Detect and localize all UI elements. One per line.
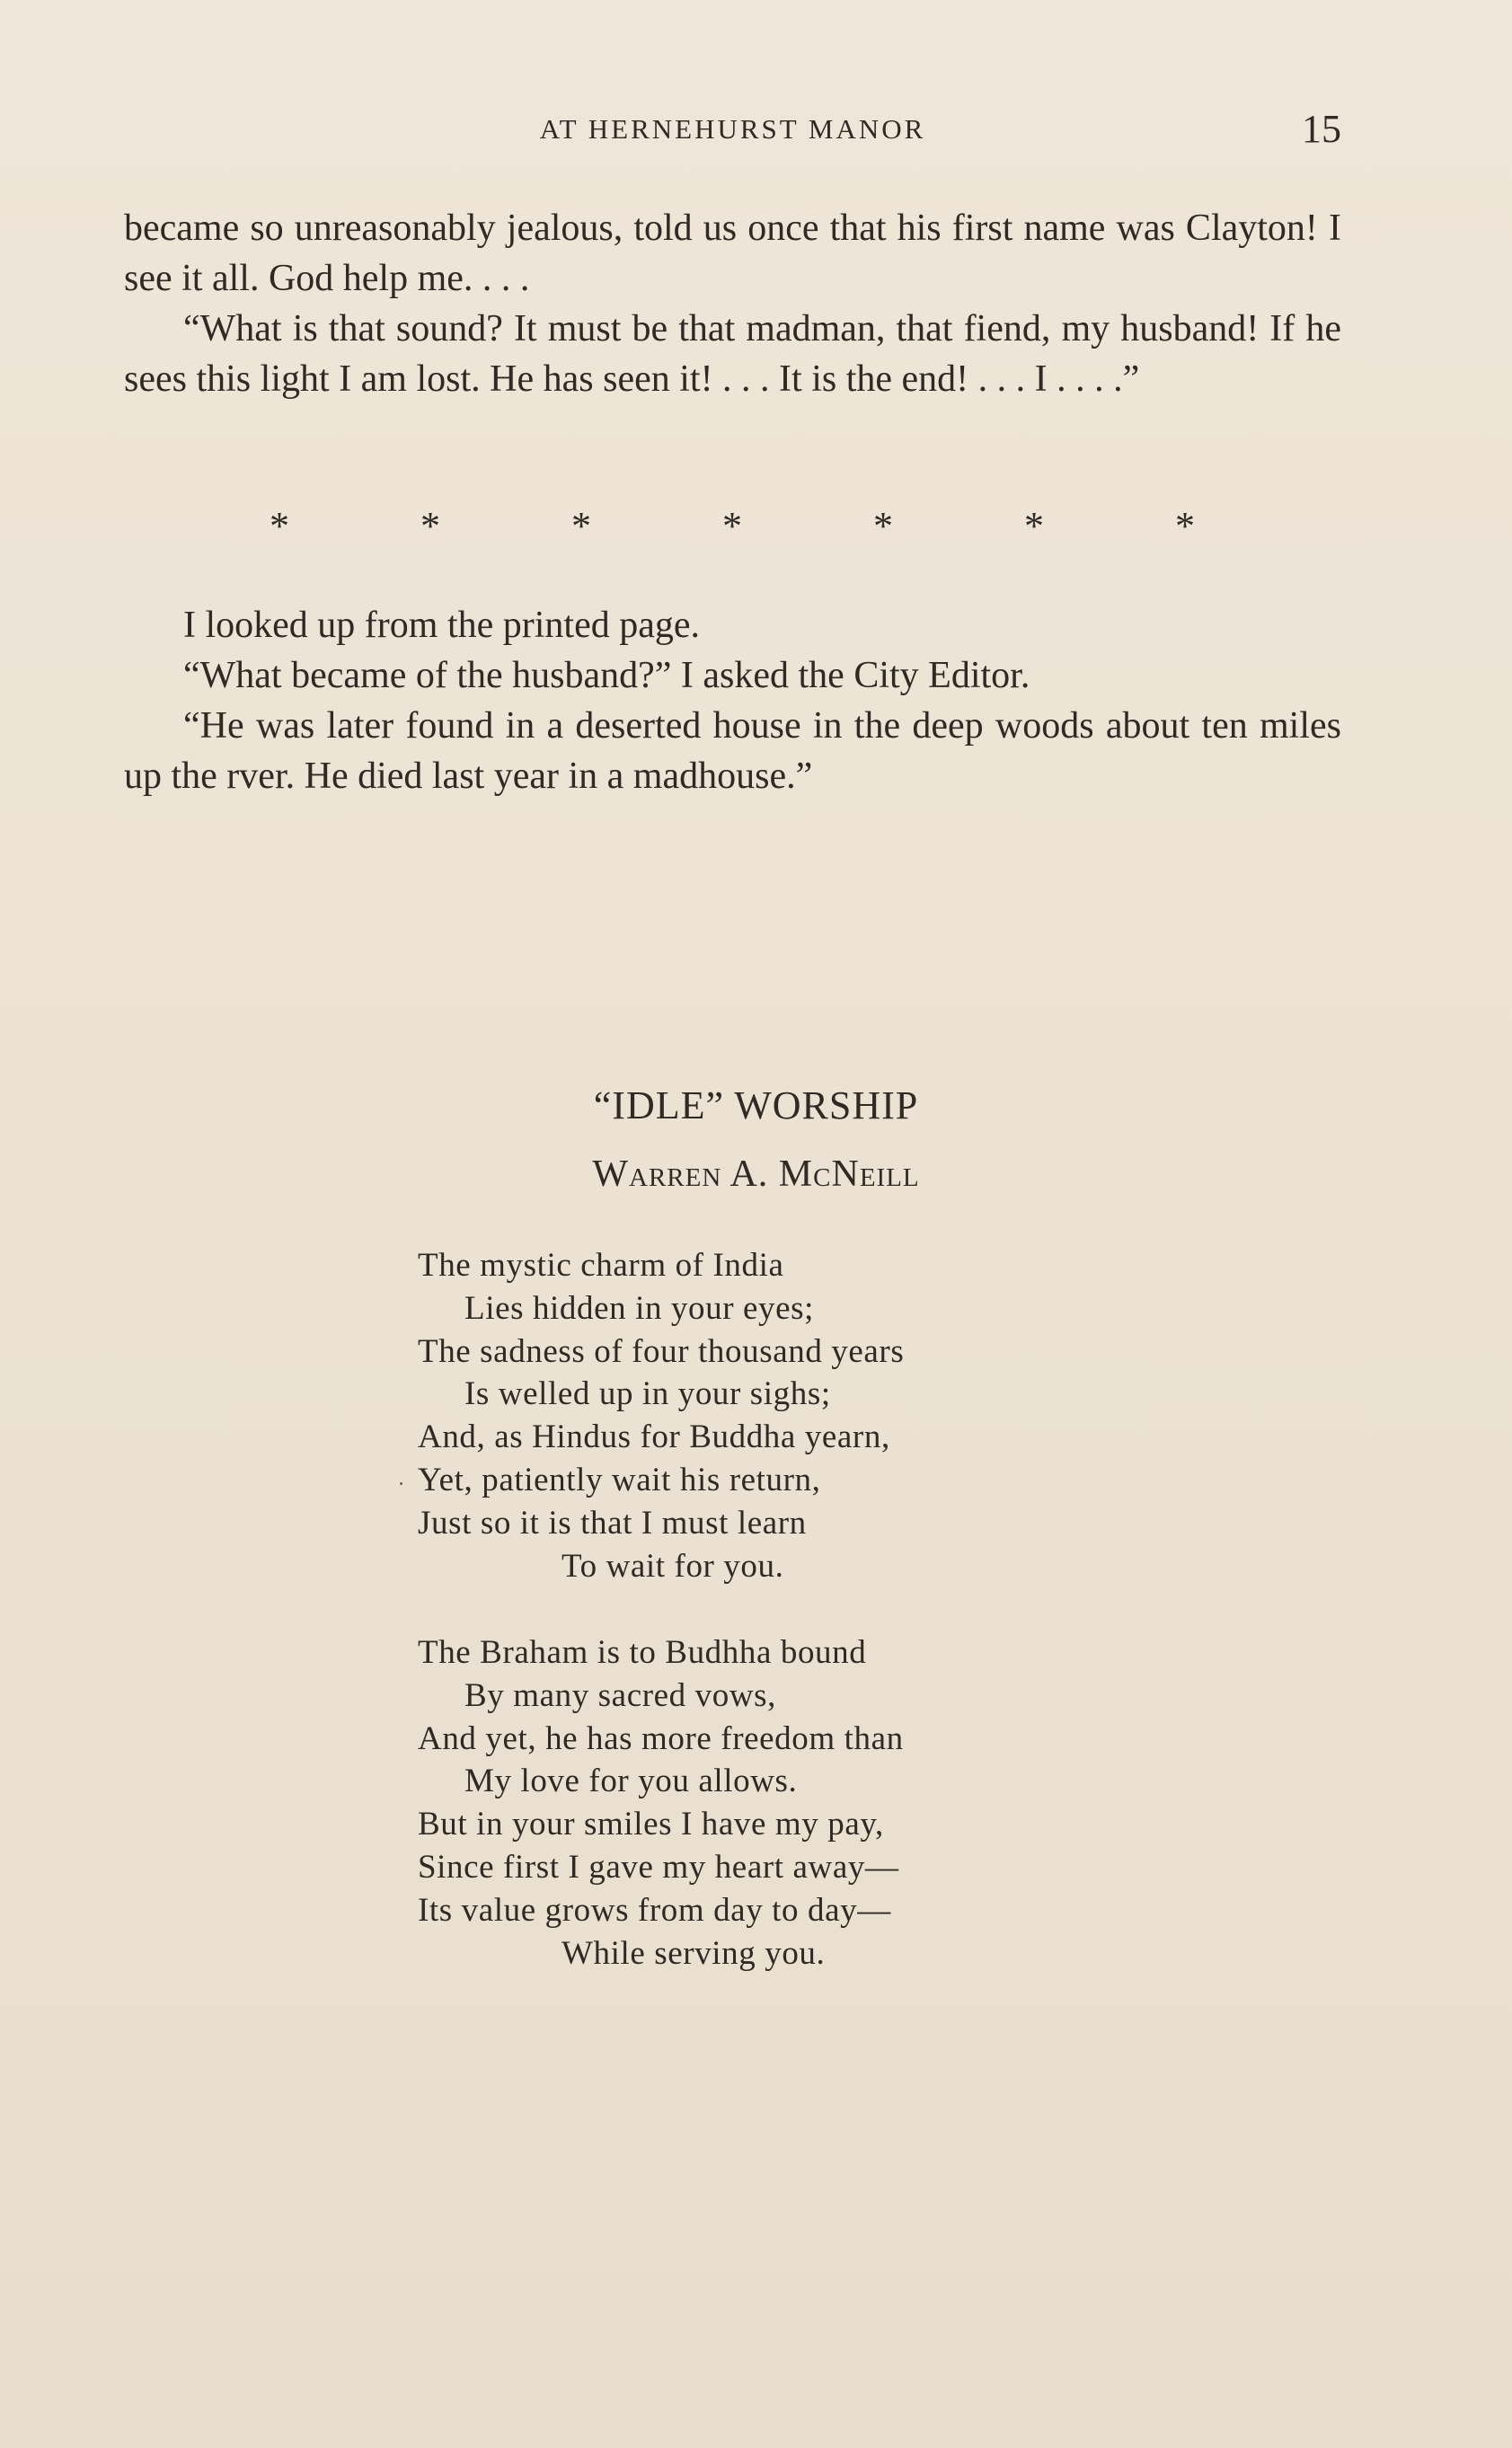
poem-line: Since first I gave my heart away—: [418, 1848, 899, 1886]
asterisk: *: [270, 504, 289, 548]
asterisk: *: [420, 504, 440, 548]
asterisk: *: [873, 504, 893, 548]
page-number: 15: [1302, 107, 1341, 151]
asterisk: *: [1024, 504, 1044, 548]
poem-stanza-1: [418, 1244, 1226, 1587]
story-paragraph: became so unreasonably jealous, told us once that his first name was Clayton! I see it all. God help me. . . .: [124, 208, 1341, 299]
story-paragraph: “What became of the husband?” I asked the City Editor.: [183, 655, 1030, 696]
poem-title: “IDLE” WORSHIP: [593, 1083, 919, 1127]
poem-line: And yet, he has more freedom than: [418, 1719, 904, 1757]
running-head: [124, 106, 1341, 160]
story-text-top: [124, 203, 1341, 404]
poem-line: But in your smiles I have my pay,: [418, 1806, 884, 1843]
story-text-bottom: [124, 600, 1341, 801]
running-title: AT HERNEHURST MANOR: [539, 113, 926, 145]
poem-line: Is welled up in your sighs;: [464, 1375, 831, 1413]
section-break: [270, 503, 1195, 557]
asterisk: *: [722, 504, 742, 548]
poem-line: My love for you allows.: [464, 1763, 798, 1800]
poem-line: Its value grows from day to day—: [418, 1891, 891, 1929]
story-paragraph: “What is that sound? It must be that madman, that fiend, my husband! If he sees this light I am lost. He has seen it! . . . It is the end! . . . I . . . .”: [124, 308, 1341, 400]
poem-line: The mystic charm of India: [418, 1247, 784, 1284]
asterisk: *: [571, 504, 591, 548]
poem-line: While serving you.: [561, 1934, 826, 1972]
story-paragraph: I looked up from the printed page.: [183, 605, 700, 646]
poem-line: Just so it is that I must learn: [418, 1504, 807, 1542]
poem-line: By many sacred vows,: [464, 1676, 776, 1714]
poem-line: The sadness of four thousand years: [418, 1332, 905, 1370]
poem-line: Lies hidden in your eyes;: [464, 1289, 815, 1327]
poem-line: And, as Hindus for Buddha yearn,: [418, 1418, 890, 1456]
poem-author: Warren A. McNeill: [592, 1153, 920, 1195]
poem-line: Yet, patiently wait his return,: [418, 1461, 821, 1498]
story-paragraph: “He was later found in a deserted house in the deep woods about ten miles up the rver. He died last year in a madhouse.”: [124, 705, 1341, 797]
poem-stanza-2: [418, 1631, 1226, 1975]
poem-line: To wait for you.: [561, 1547, 784, 1585]
asterisk: *: [1175, 504, 1195, 548]
ink-speck: [400, 1482, 402, 1485]
poem-line: The Braham is to Budhha bound: [418, 1634, 867, 1671]
